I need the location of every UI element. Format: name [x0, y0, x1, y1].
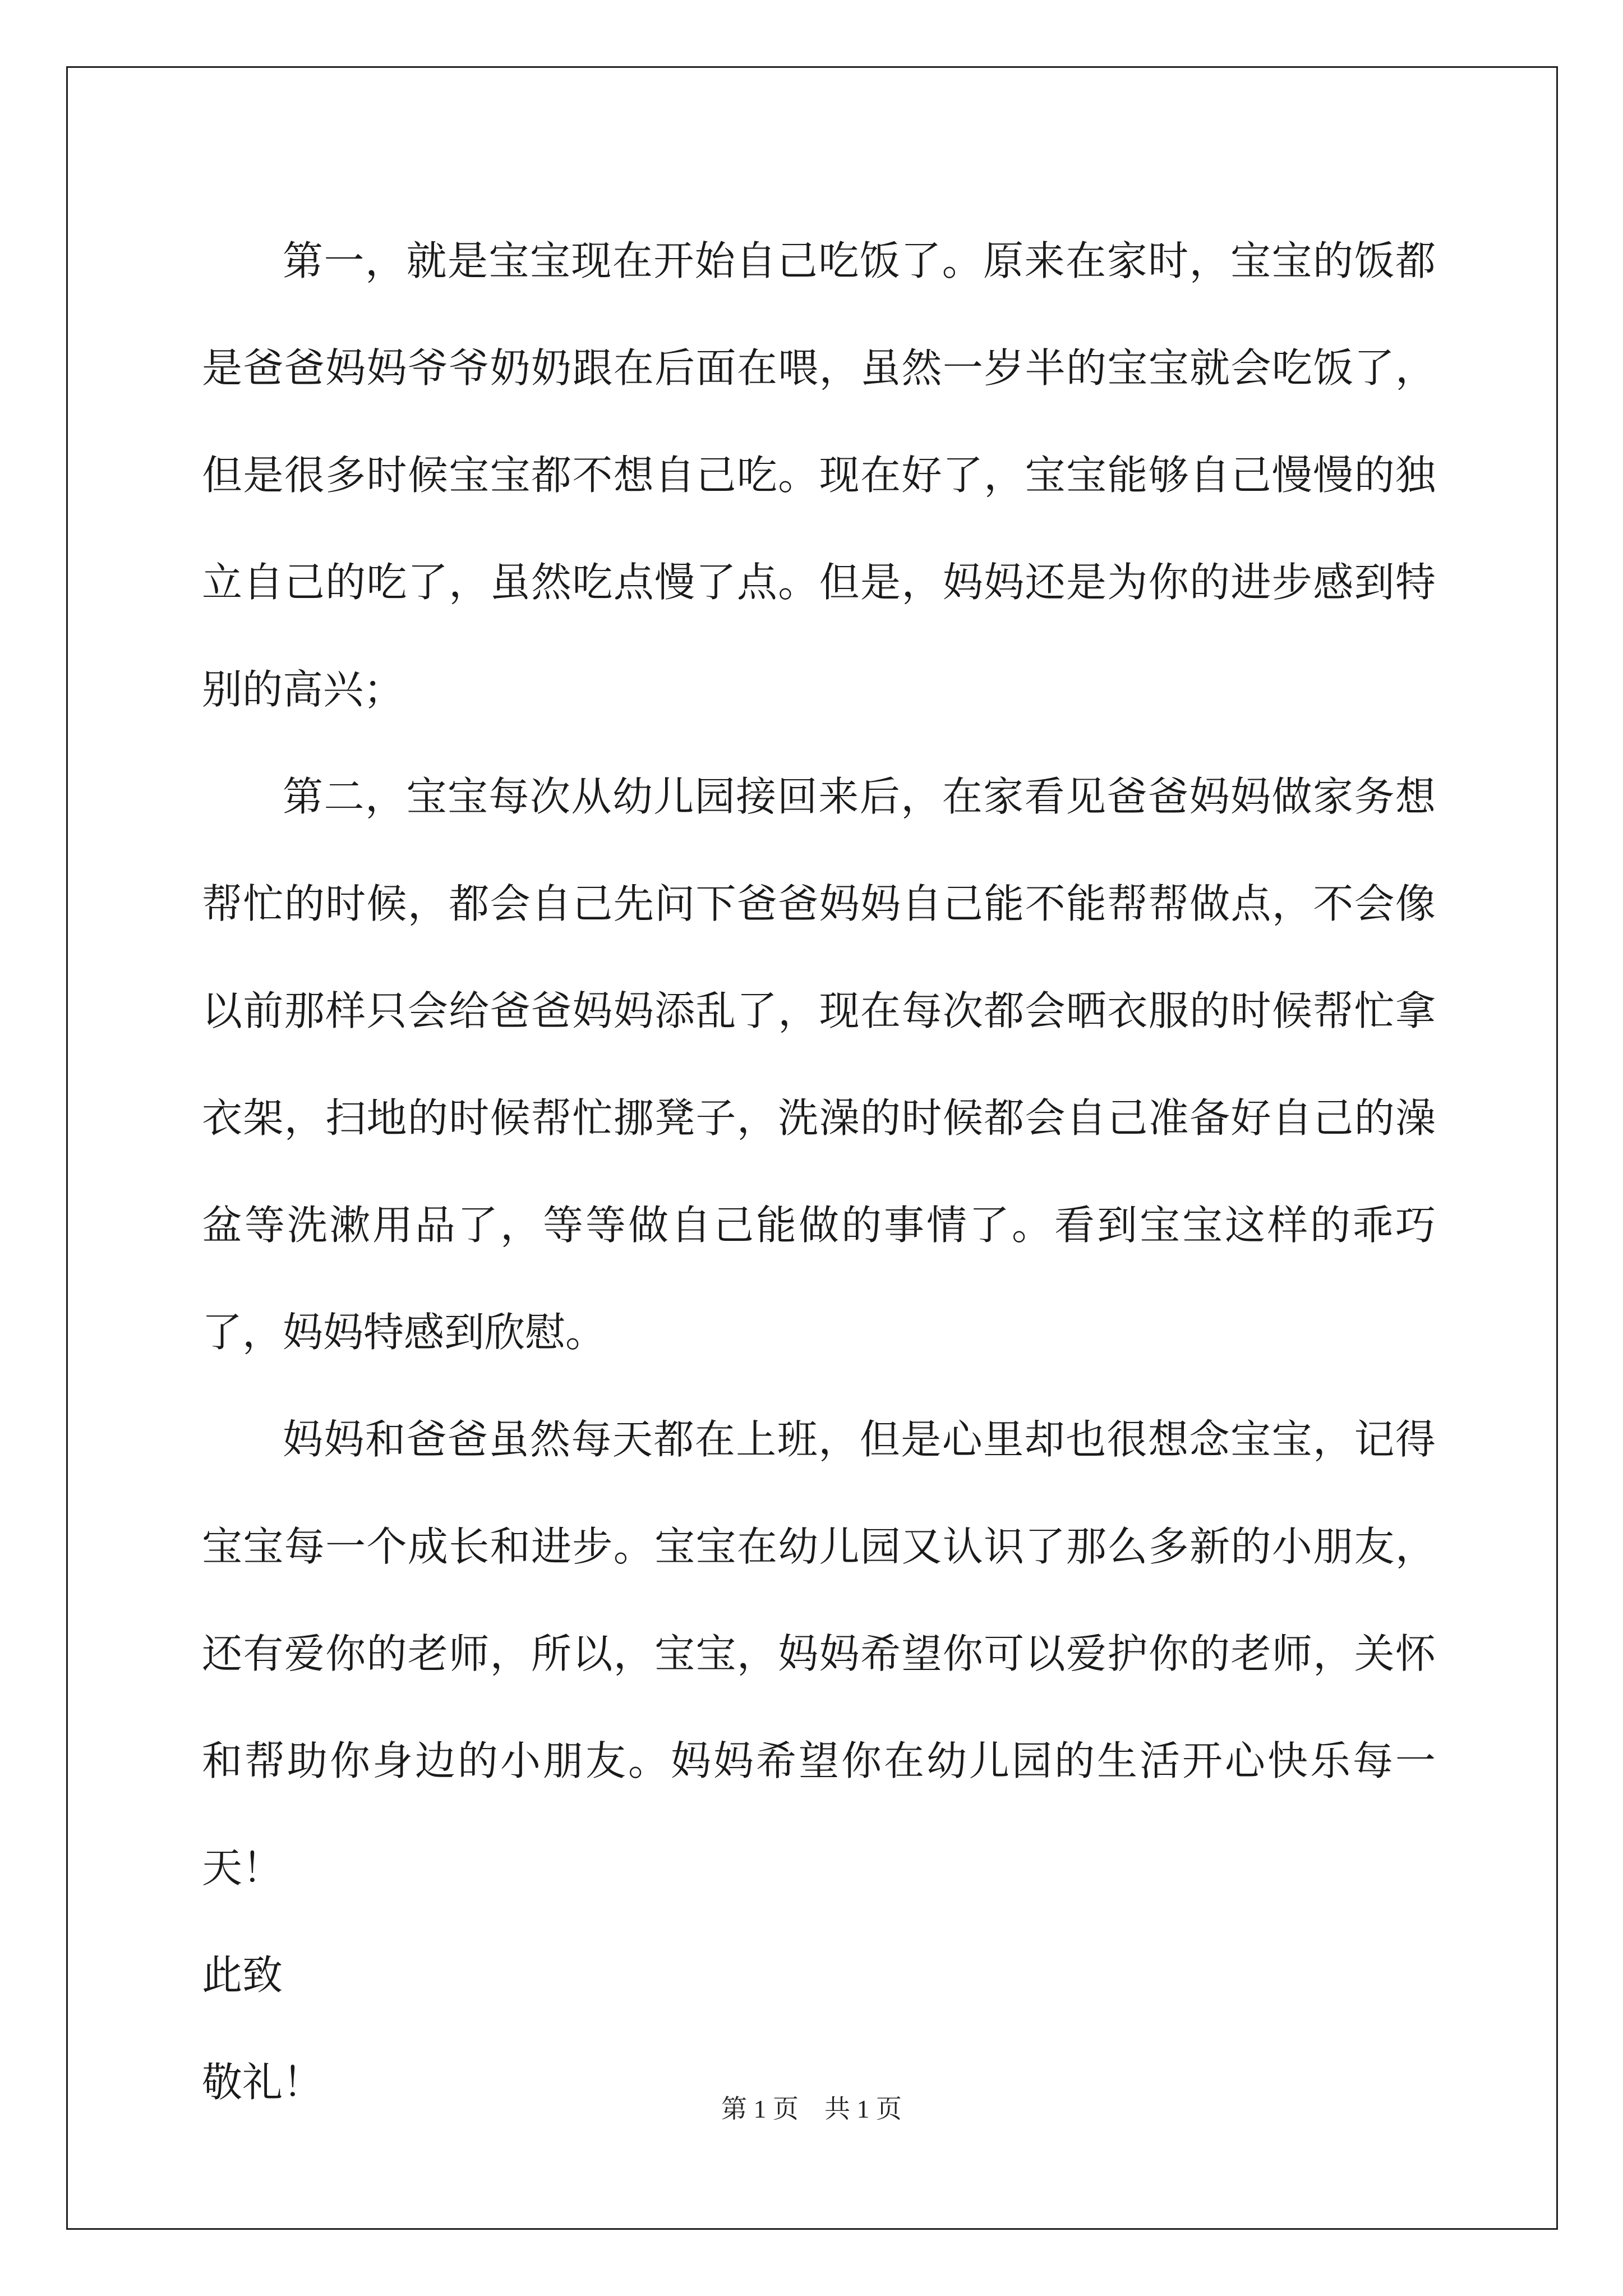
- paragraph-1: 第一，就是宝宝现在开始自己吃饭了。原来在家时，宝宝的饭都是爸爸妈妈爷爷奶奶跟在后面在喂，虽然一岁半的宝宝就会吃饭了，但是很多时候宝宝都不想自己吃。现在好了，宝宝能够自己慢慢的独立自己的吃了，虽然吃点慢了点。但是，妈妈还是为你的进步感到特别的高兴；: [202, 237, 1436, 713]
- paragraph-2: 第二，宝宝每次从幼儿园接回来后，在家看见爸爸妈妈做家务想帮忙的时候，都会自己先问下爸爸妈妈自己能不能帮帮做点，不会像以前那样只会给爸爸妈妈添乱了，现在每次都会晒衣服的时候帮忙拿衣架，扫地的时候帮忙挪凳子，洗澡的时候都会自己准备好自己的澡盆等洗漱用品了，等等做自己能做的事情了。看到宝宝这样的乖巧了，妈妈特感到欣慰。: [202, 773, 1436, 1356]
- closing-regards: 敬礼！: [202, 2059, 324, 2106]
- paragraph-3: 妈妈和爸爸虽然每天都在上班，但是心里却也很想念宝宝，记得宝宝每一个成长和进步。宝宝在幼儿园又认识了那么多新的小朋友，还有爱你的老师，所以，宝宝，妈妈希望你可以爱护你的老师，关怀和帮助你身边的小朋友。妈妈希望你在幼儿园的生活开心快乐每一天！: [202, 1416, 1436, 1892]
- page-number-footer: 第 1 页 共 1 页: [721, 2095, 902, 2123]
- document-body: [202, 208, 1436, 2136]
- closing-salutation: 此致: [202, 1952, 283, 1999]
